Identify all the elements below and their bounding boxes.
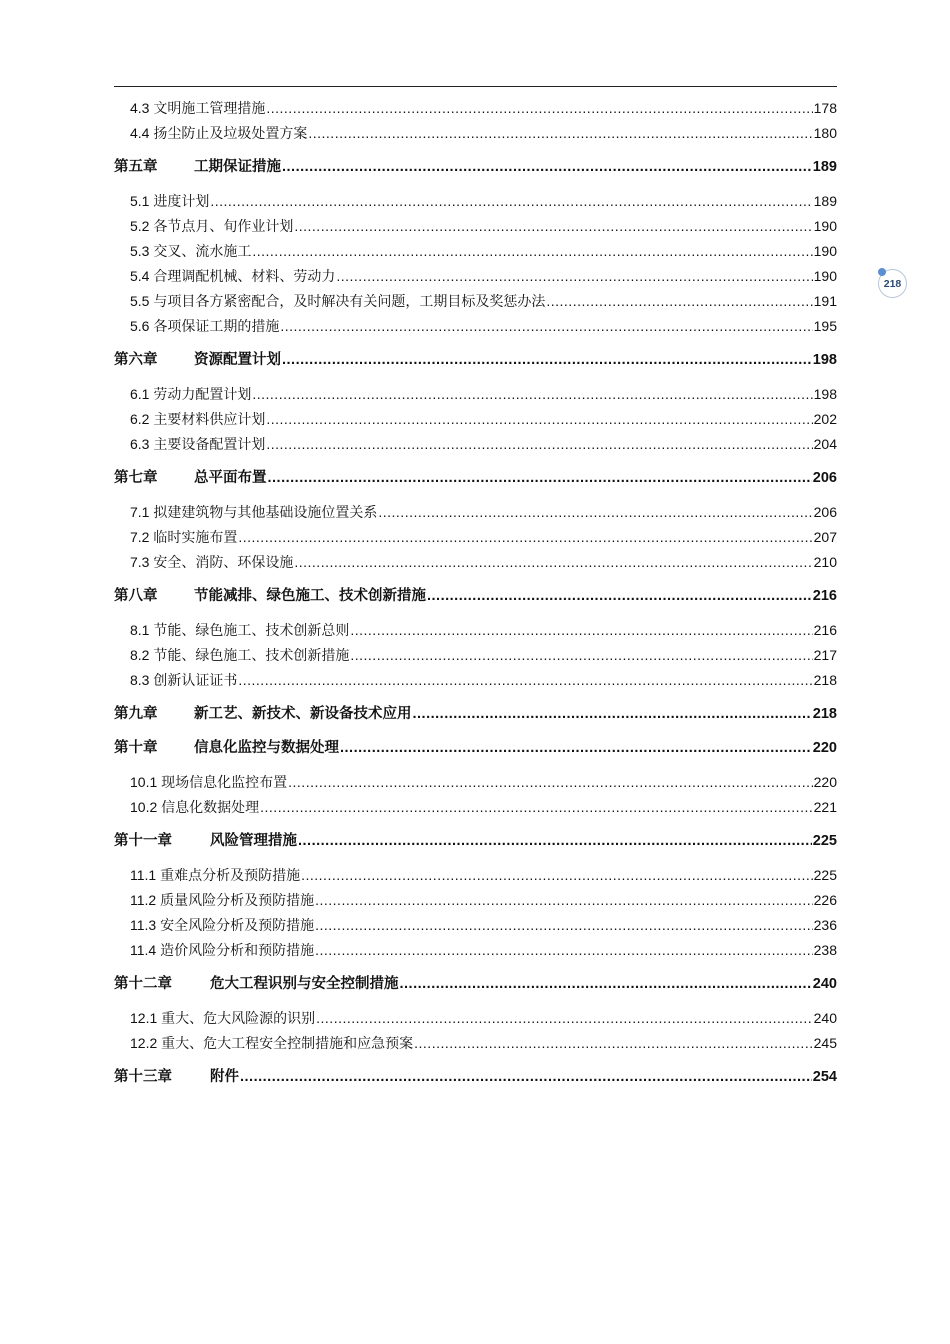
toc-entry-title: 5.2 各节点月、旬作业计划 xyxy=(130,218,294,234)
toc-section-entry[interactable] xyxy=(114,239,837,264)
toc-entry-page: 206 xyxy=(813,504,837,520)
toc-entry-page: 236 xyxy=(813,917,837,933)
toc-entry-page: 216 xyxy=(813,622,837,638)
toc-leader-dots xyxy=(280,314,812,339)
toc-chapter-title: 风险管理措施 xyxy=(210,833,297,849)
toc-chapter-title: 资源配置计划 xyxy=(194,352,281,368)
toc-chapter-title: 附件 xyxy=(210,1069,239,1085)
toc-section-entry[interactable] xyxy=(114,289,837,314)
toc-entry-title: 11.1 重难点分析及预防措施 xyxy=(130,867,301,883)
toc-entry-title: 11.3 安全风险分析及预防措施 xyxy=(130,917,315,933)
toc-chapter-number: 第十章 xyxy=(114,740,158,756)
toc-leader-dots xyxy=(282,155,812,180)
badge-indicator-dot xyxy=(878,268,886,276)
toc-entry-page: 204 xyxy=(813,436,837,452)
toc-section-entry[interactable] xyxy=(114,264,837,289)
toc-leader-dots xyxy=(336,264,812,289)
toc-chapter-number: 第十一章 xyxy=(114,833,172,849)
toc-entry-title: 5.3 交叉、流水施工 xyxy=(130,243,252,259)
toc-leader-dots xyxy=(413,702,812,727)
toc-entry-page: 238 xyxy=(813,942,837,958)
toc-chapter-page: 240 xyxy=(812,976,837,992)
toc-entry-title: 5.6 各项保证工期的措施 xyxy=(130,318,280,334)
toc-section-entry[interactable] xyxy=(114,1006,837,1031)
toc-section-entry[interactable] xyxy=(114,863,837,888)
toc-entry-page: 198 xyxy=(813,386,837,402)
toc-section-entry[interactable] xyxy=(114,407,837,432)
toc-leader-dots xyxy=(301,863,813,888)
toc-leader-dots xyxy=(546,289,812,314)
toc-entry-title: 10.2 信息化数据处理 xyxy=(130,799,260,815)
toc-chapter-number: 第八章 xyxy=(114,588,158,604)
toc-chapter-page: 220 xyxy=(812,740,837,756)
toc-chapter-title: 总平面布置 xyxy=(194,470,267,486)
toc-leader-dots xyxy=(238,668,812,693)
toc-leader-dots xyxy=(414,1031,813,1056)
toc-leader-dots xyxy=(316,1006,813,1031)
toc-chapter-page: 225 xyxy=(812,833,837,849)
toc-entry-title: 8.1 节能、绿色施工、技术创新总则 xyxy=(130,622,350,638)
toc-entry-title: 5.4 合理调配机械、材料、劳动力 xyxy=(130,268,336,284)
toc-section-entry[interactable] xyxy=(114,500,837,525)
toc-entry-title: 4.4 扬尘防止及垃圾处置方案 xyxy=(130,125,308,141)
toc-leader-dots xyxy=(294,550,812,575)
toc-leader-dots xyxy=(350,643,812,668)
toc-leader-dots xyxy=(266,96,812,121)
toc-entry-page: 220 xyxy=(813,774,837,790)
toc-chapter-number: 第十二章 xyxy=(114,976,172,992)
toc-section-entry[interactable] xyxy=(114,888,837,913)
toc-section-entry[interactable] xyxy=(114,1031,837,1056)
toc-leader-dots xyxy=(210,189,812,214)
toc-section-entry[interactable] xyxy=(114,214,837,239)
toc-entry-page: 218 xyxy=(813,672,837,688)
toc-chapter-entry[interactable] xyxy=(114,466,837,491)
toc-entry-page: 190 xyxy=(813,218,837,234)
toc-entry-title: 8.3 创新认证证书 xyxy=(130,672,238,688)
toc-chapter-title: 信息化监控与数据处理 xyxy=(194,740,339,756)
toc-leader-dots xyxy=(427,584,812,609)
toc-leader-dots xyxy=(350,618,812,643)
toc-chapter-page: 198 xyxy=(812,352,837,368)
toc-leader-dots xyxy=(315,888,813,913)
toc-chapter-page: 189 xyxy=(812,159,837,175)
toc-entry-title: 10.1 现场信息化监控布置 xyxy=(130,774,288,790)
toc-entry-page: 226 xyxy=(813,892,837,908)
toc-chapter-title: 节能减排、绿色施工、技术创新措施 xyxy=(194,588,426,604)
toc-leader-dots xyxy=(252,382,812,407)
toc-entry-page: 178 xyxy=(813,100,837,116)
toc-leader-dots xyxy=(268,466,812,491)
toc-section-entry[interactable] xyxy=(114,913,837,938)
toc-entry-page: 207 xyxy=(813,529,837,545)
toc-entry-title: 6.1 劳动力配置计划 xyxy=(130,386,252,402)
toc-chapter-number: 第七章 xyxy=(114,470,158,486)
toc-entry-title: 5.1 进度计划 xyxy=(130,193,210,209)
page-number-badge[interactable]: 218 xyxy=(878,269,907,298)
toc-section-entry[interactable] xyxy=(114,938,837,963)
toc-entry-page: 190 xyxy=(813,268,837,284)
toc-section-entry[interactable] xyxy=(114,432,837,457)
toc-entry-page: 190 xyxy=(813,243,837,259)
toc-leader-dots xyxy=(288,770,813,795)
toc-section-entry[interactable] xyxy=(114,96,837,121)
toc-entry-title: 12.2 重大、危大工程安全控制措施和应急预案 xyxy=(130,1035,414,1051)
toc-entry-page: 210 xyxy=(813,554,837,570)
toc-entry-page: 189 xyxy=(813,193,837,209)
toc-entry-page: 245 xyxy=(813,1035,837,1051)
toc-leader-dots xyxy=(252,239,812,264)
toc-entry-title: 6.2 主要材料供应计划 xyxy=(130,411,266,427)
toc-chapter-title: 新工艺、新技术、新设备技术应用 xyxy=(194,706,412,722)
toc-entry-page: 195 xyxy=(813,318,837,334)
toc-chapter-entry[interactable] xyxy=(114,348,837,373)
toc-entry-title: 7.1 拟建建筑物与其他基础设施位置关系 xyxy=(130,504,378,520)
toc-chapter-number: 第九章 xyxy=(114,706,158,722)
toc-chapter-page: 254 xyxy=(812,1069,837,1085)
toc-entry-page: 221 xyxy=(813,799,837,815)
toc-chapter-entry[interactable] xyxy=(114,829,837,854)
toc-entry-title: 5.5 与项目各方紧密配合，及时解决有关问题，工期目标及奖惩办法 xyxy=(130,293,546,309)
toc-chapter-page: 206 xyxy=(812,470,837,486)
toc-section-entry[interactable] xyxy=(114,314,837,339)
toc-chapter-number: 第五章 xyxy=(114,159,158,175)
toc-chapter-number: 第六章 xyxy=(114,352,158,368)
toc-entry-title: 11.2 质量风险分析及预防措施 xyxy=(130,892,315,908)
toc-section-entry[interactable] xyxy=(114,618,837,643)
table-of-contents xyxy=(114,96,837,1090)
toc-entry-page: 240 xyxy=(813,1010,837,1026)
toc-chapter-entry[interactable] xyxy=(114,155,837,180)
toc-chapter-page: 216 xyxy=(812,588,837,604)
toc-section-entry[interactable] xyxy=(114,550,837,575)
toc-entry-page: 202 xyxy=(813,411,837,427)
toc-section-entry[interactable] xyxy=(114,525,837,550)
toc-leader-dots xyxy=(260,795,813,820)
toc-leader-dots xyxy=(266,407,812,432)
toc-section-entry[interactable] xyxy=(114,643,837,668)
toc-entry-title: 12.1 重大、危大风险源的识别 xyxy=(130,1010,316,1026)
toc-section-entry[interactable] xyxy=(114,668,837,693)
toc-leader-dots xyxy=(315,938,813,963)
toc-entry-title: 8.2 节能、绿色施工、技术创新措施 xyxy=(130,647,350,663)
toc-chapter-entry[interactable] xyxy=(114,1065,837,1090)
toc-chapter-page: 218 xyxy=(812,706,837,722)
toc-section-entry[interactable] xyxy=(114,770,837,795)
toc-leader-dots xyxy=(266,432,812,457)
toc-section-entry[interactable] xyxy=(114,382,837,407)
toc-entry-page: 225 xyxy=(813,867,837,883)
toc-section-entry[interactable] xyxy=(114,121,837,146)
toc-leader-dots xyxy=(294,214,812,239)
header-rule xyxy=(114,86,837,87)
toc-entry-page: 180 xyxy=(813,125,837,141)
toc-chapter-title: 危大工程识别与安全控制措施 xyxy=(210,976,399,992)
toc-entry-title: 4.3 文明施工管理措施 xyxy=(130,100,266,116)
toc-entry-page: 217 xyxy=(813,647,837,663)
toc-chapter-number: 第十三章 xyxy=(114,1069,172,1085)
toc-leader-dots xyxy=(378,500,812,525)
toc-leader-dots xyxy=(238,525,812,550)
toc-section-entry[interactable] xyxy=(114,189,837,214)
toc-entry-title: 6.3 主要设备配置计划 xyxy=(130,436,266,452)
toc-section-entry[interactable] xyxy=(114,795,837,820)
toc-entry-title: 7.2 临时实施布置 xyxy=(130,529,238,545)
toc-leader-dots xyxy=(240,1065,812,1090)
toc-leader-dots xyxy=(282,348,812,373)
toc-leader-dots xyxy=(400,972,812,997)
toc-leader-dots xyxy=(340,736,812,761)
toc-chapter-title: 工期保证措施 xyxy=(194,159,281,175)
toc-chapter-entry[interactable] xyxy=(114,972,837,997)
toc-leader-dots xyxy=(315,913,813,938)
toc-chapter-entry[interactable] xyxy=(114,736,837,761)
toc-entry-page: 191 xyxy=(813,293,837,309)
toc-chapter-entry[interactable] xyxy=(114,702,837,727)
toc-leader-dots xyxy=(308,121,812,146)
toc-chapter-entry[interactable] xyxy=(114,584,837,609)
toc-leader-dots xyxy=(298,829,812,854)
toc-entry-title: 11.4 造价风险分析和预防措施 xyxy=(130,942,315,958)
toc-entry-title: 7.3 安全、消防、环保设施 xyxy=(130,554,294,570)
